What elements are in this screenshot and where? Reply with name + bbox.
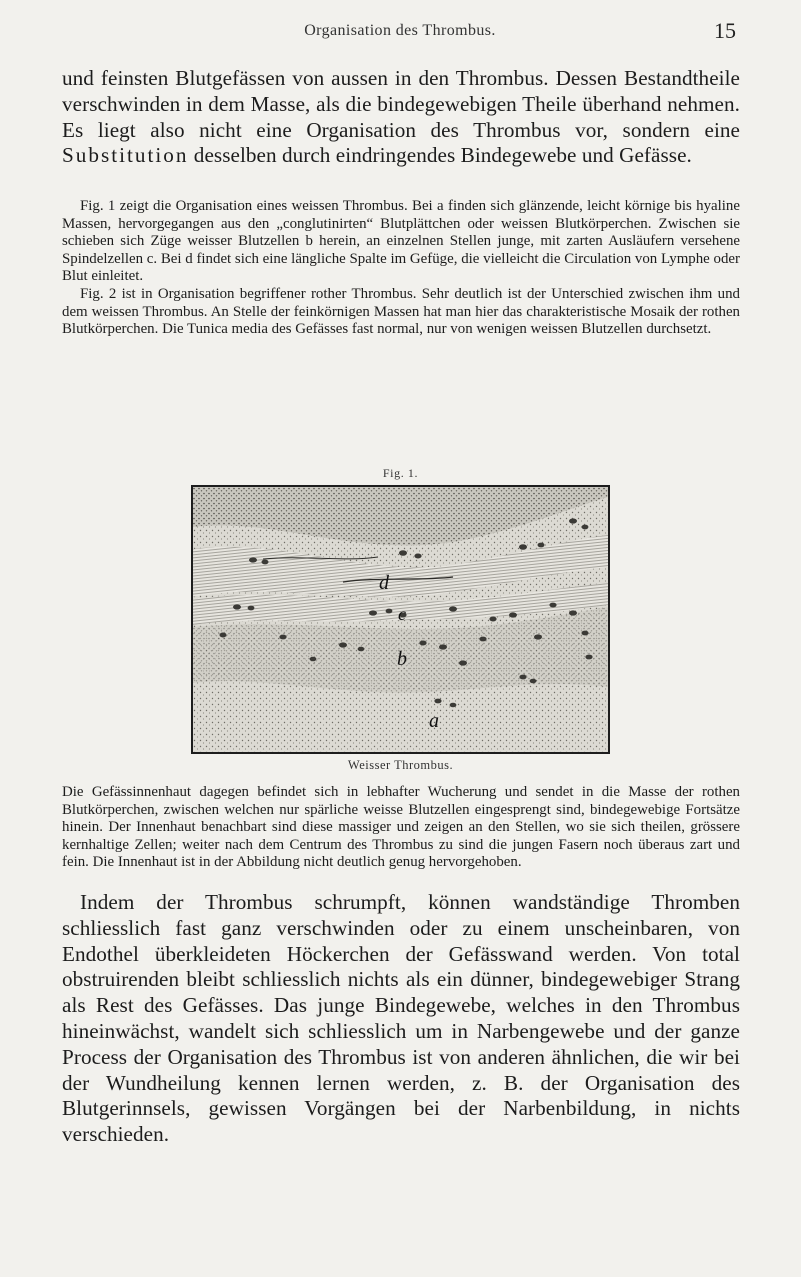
figure-description xyxy=(62,198,740,339)
figure-label: Fig. 1. xyxy=(382,466,419,480)
intro-tail: desselben durch eindringendes Bindegewebe und Gefässe. xyxy=(193,143,692,168)
intro-paragraph xyxy=(62,66,740,169)
final-text: Indem der Thrombus schrumpft, können wandständige Thromben schliesslich fast ganz verschwinden oder zu einem unscheinbaren, von Endothel überkleideten Höckerchen der Gefässwand werden. Von total obstruirenden bleibt schliesslich nichts als ein dünner, bindegewebiger Strang als Rest des Gefässes. Das junge Bindegewebe, welches in den Thrombus hineinwächst, wandelt sich schliesslich um in Narbengewebe und der ganze Process der Organisation des Thrombus ist von anderen ähnlichen, die wir bei der Wundheilung kennen lernen werden, z. B. der Organisation des Blutgerinnsels, gewissen Vorgängen bei der Narbenbildung, in nichts verschieden. xyxy=(62,890,740,1147)
final-paragraph xyxy=(62,890,740,1148)
after-figure-text: Die Gefässinnenhaut dagegen befindet sich in lebhafter Wucherung und sendet in die Masse der rothen Blutkörperchen, zwischen welchen nur spärliche weisse Blutzellen eingesprengt sind, bindegewebige Fortsätze hinein. Der Innenhaut benachbart sind diese massiger und zeigen an den Stellen, wo sie sich theilen, grössere kernhaltige Zellen; weiter nach dem Centrum des Thrombus zu sind die jungen Fasern noch überaus zart und fein. Die Innenhaut ist in der Abbildung nicht deutlich genug hervorgehoben. xyxy=(62,784,740,871)
fig1-paragraph: Fig. 1 zeigt die Organisation eines weissen Thrombus. Bei a finden sich glänzende, leicht körnige bis hyaline Massen, hervorgegangen aus den „conglutinirten“ Blutplättchen oder weissen Blutkörperchen. Zwischen sie schieben sich Züge weisser Blutzellen b herein, an einzelnen Stellen junge, mit zarten Ausläufern versehene Spindelzellen c. Bei d findet sich eine längliche Spalte im Gefüge, die vielleicht die Circulation von Lymphe oder Blut einleitet. xyxy=(62,198,740,285)
figure-caption: Weisser Thrombus. xyxy=(347,758,454,772)
intro-text: und feinsten Blutgefässen von aussen in den Thrombus. Dessen Bestandtheile verschwinden in dem Masse, als die bindegewebigen Theile überhand nehmen. Es liegt also nicht eine Organisation des Thrombus vor, sondern eine xyxy=(62,66,740,142)
running-head xyxy=(64,18,736,44)
fig2-paragraph: Fig. 2 ist in Organisation begriffener rother Thrombus. Sehr deutlich ist der Unterschied zwischen ihm und dem weissen Thrombus. An Stelle der feinkörnigen Massen hat man hier das charakteristische Mosaik der rothen Blutkörperchen. Die Tunica media des Gefässes fast normal, nur von wenigen weissen Blutzellen durchsetzt. xyxy=(62,285,740,338)
figure-letter-d: d xyxy=(379,572,389,594)
intro-emphasis: Substitution xyxy=(62,143,189,168)
thrombus-illustration xyxy=(191,485,610,754)
running-title: Organisation des Thrombus. xyxy=(304,22,496,39)
figure-letter-a: a xyxy=(429,710,439,732)
after-figure-paragraph xyxy=(62,784,740,872)
page-number: 15 xyxy=(714,18,736,43)
figure-letter-b: b xyxy=(397,648,407,670)
figure-letter-c: c xyxy=(398,604,406,624)
